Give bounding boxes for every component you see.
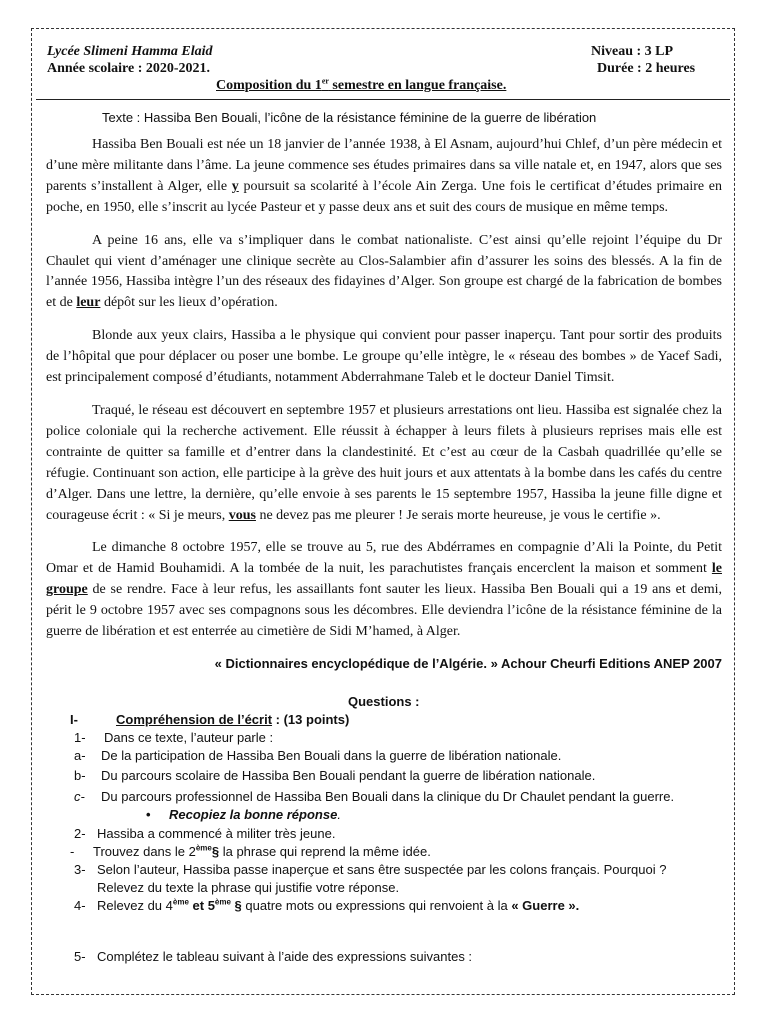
qb-number: b- — [74, 768, 86, 783]
section-number: I- — [70, 712, 78, 727]
q2b-text: Trouvez dans le 2ème§ la phrase qui reprend la même idée. — [93, 843, 431, 859]
qa-number: a- — [74, 748, 86, 763]
q2-text: Hassiba a commencé à militer très jeune. — [97, 826, 336, 841]
q1-number: 1- — [74, 730, 86, 745]
paragraph-5: Le dimanche 8 octobre 1957, elle se trouve au 5, rue des Abdérrames en compagnie d’Ali la Pointe, du Petit Omar et de Hamid Bouhamidi. A la tombée de la nuit, les parachutistes français encerclent la maison et somment le groupe de se rendre. Face à leur refus, les assaillants font sauter les lieux. Hassiba Ben Bouali qui a 19 ans et demi, périt le 9 octobre 1957 avec ses compagnons sous les décombres. Elle deviendra l’icône de la résistance féminine de la guerre de libération et est enterrée au cimetière de Sidi M’hamed, à Alger. — [46, 540, 722, 640]
bullet-icon: • — [146, 807, 151, 822]
instruction: Recopiez la bonne réponse. — [169, 807, 341, 822]
paragraph-2: A peine 16 ans, elle va s’impliquer dans le combat nationaliste. C’est ainsi qu’elle rejoint l’équipe du Dr Chaulet qui vient d’aménager une clinique secrète au Clos-Salambier afin d’assurer les soins des blessés. A la fin de l’année 1956, Hassiba intègre l’un des réseaux des fidayines d’Alger. Son groupe est chargé de la fabrication de bombes et de leur dépôt sur les lieux d’opération. — [46, 232, 722, 311]
text-body — [46, 135, 722, 643]
q1-text: Dans ce texte, l’auteur parle : — [104, 730, 274, 745]
q5-text: Complétez le tableau suivant à l’aide des expressions suivantes : — [97, 949, 473, 964]
school-year: Année scolaire : 2020-2021. — [47, 61, 211, 76]
q2b-number: - — [70, 844, 75, 859]
qa-text: De la participation de Hassiba Ben Bouali dans la guerre de libération nationale. — [101, 748, 562, 763]
section-title: Compréhension de l’écrit : (13 points) — [116, 712, 350, 727]
q3-number: 3- — [74, 862, 86, 877]
header-divider — [36, 99, 730, 100]
level: Niveau : 3 LP — [591, 44, 674, 59]
q4-text: Relevez du 4ème et 5ème § quatre mots ou expressions qui renvoient à la « Guerre ». — [97, 897, 580, 913]
paragraph-4: Traqué, le réseau est découvert en septembre 1957 et plusieurs arrestations ont lieu. Hassiba est signalée chez la police coloniale qui la recherche activement. Elle réussit à échapper à leurs filets à plusieurs reprises mais elle est contrainte de quitter sa famille et d’entrer dans la clandestinité. Et c’est au cœur de la Casbah quadrillée qu’elle se réfugie. Continuant son action, elle participe à la grève des huit jours et aux attentats à la bombe dans les cafés du centre d’Alger. Dans une lettre, la dernière, qu’elle envoie à ses parents le 15 septembre 1957, Hassiba la jeune fille digne et courageuse écrit : « Si je meurs, vous ne devez pas me pleurer ! Je serais morte heureuse, je vous le certifie ». — [46, 402, 722, 523]
q5-number: 5- — [74, 949, 86, 964]
duration: Durée : 2 heures — [597, 61, 696, 76]
q4-number: 4- — [74, 898, 86, 913]
paragraph-3: Blonde aux yeux clairs, Hassiba a le physique qui convient pour passer inaperçu. Tant pour sortir des produits de l’hôpital que pour déplacer ou poser une bombe. Le groupe qu’elle intègre, le « réseau des bombes » de Yacef Sadi, est principalement composé d’étudiants, notamment Abderrahmane Taleb et le docteur Daniel Timsit. — [46, 328, 722, 386]
q3-line-2: Relevez du texte la phrase qui justifie votre réponse. — [97, 880, 400, 895]
q2-number: 2- — [74, 826, 86, 841]
school-name: Lycée Slimeni Hamma Elaid — [47, 44, 213, 59]
text-title: Texte : Hassiba Ben Bouali, l’icône de la résistance féminine de la guerre de libération — [102, 110, 597, 125]
questions-heading: Questions : — [348, 694, 420, 709]
exam-title: Composition du 1er semestre en langue française. — [216, 76, 507, 93]
paragraph-1: Hassiba Ben Bouali est née un 18 janvier de l’année 1938, à El Asnam, aujourd’hui Chlef, d’un père médecin et d’une mère militante dans l’âme. La jeune commence ses études primaires dans sa ville natale et, en 1947, alors que ses parents s’installent à Alger, elle y poursuit sa scolarité à l’école Ain Zerga. Une fois le certificat d’études primaire en poche, en 1950, elle s’inscrit au lycée Pasteur et y passe deux ans et suit des cours de musique en même temps. — [46, 137, 722, 215]
qc-text: Du parcours professionnel de Hassiba Ben Bouali dans la clinique du Dr Chaulet pendant la guerre. — [101, 789, 675, 804]
qc-number: c- — [74, 789, 85, 804]
qb-text: Du parcours scolaire de Hassiba Ben Bouali pendant la guerre de libération nationale. — [101, 768, 596, 783]
q3-line-1: Selon l’auteur, Hassiba passe inaperçue et sans être suspectée par les colons français. Pourquoi ? — [97, 862, 667, 877]
source-citation: « Dictionnaires encyclopédique de l’Algérie. » Achour Cheurfi Editions ANEP 2007 — [214, 656, 722, 671]
